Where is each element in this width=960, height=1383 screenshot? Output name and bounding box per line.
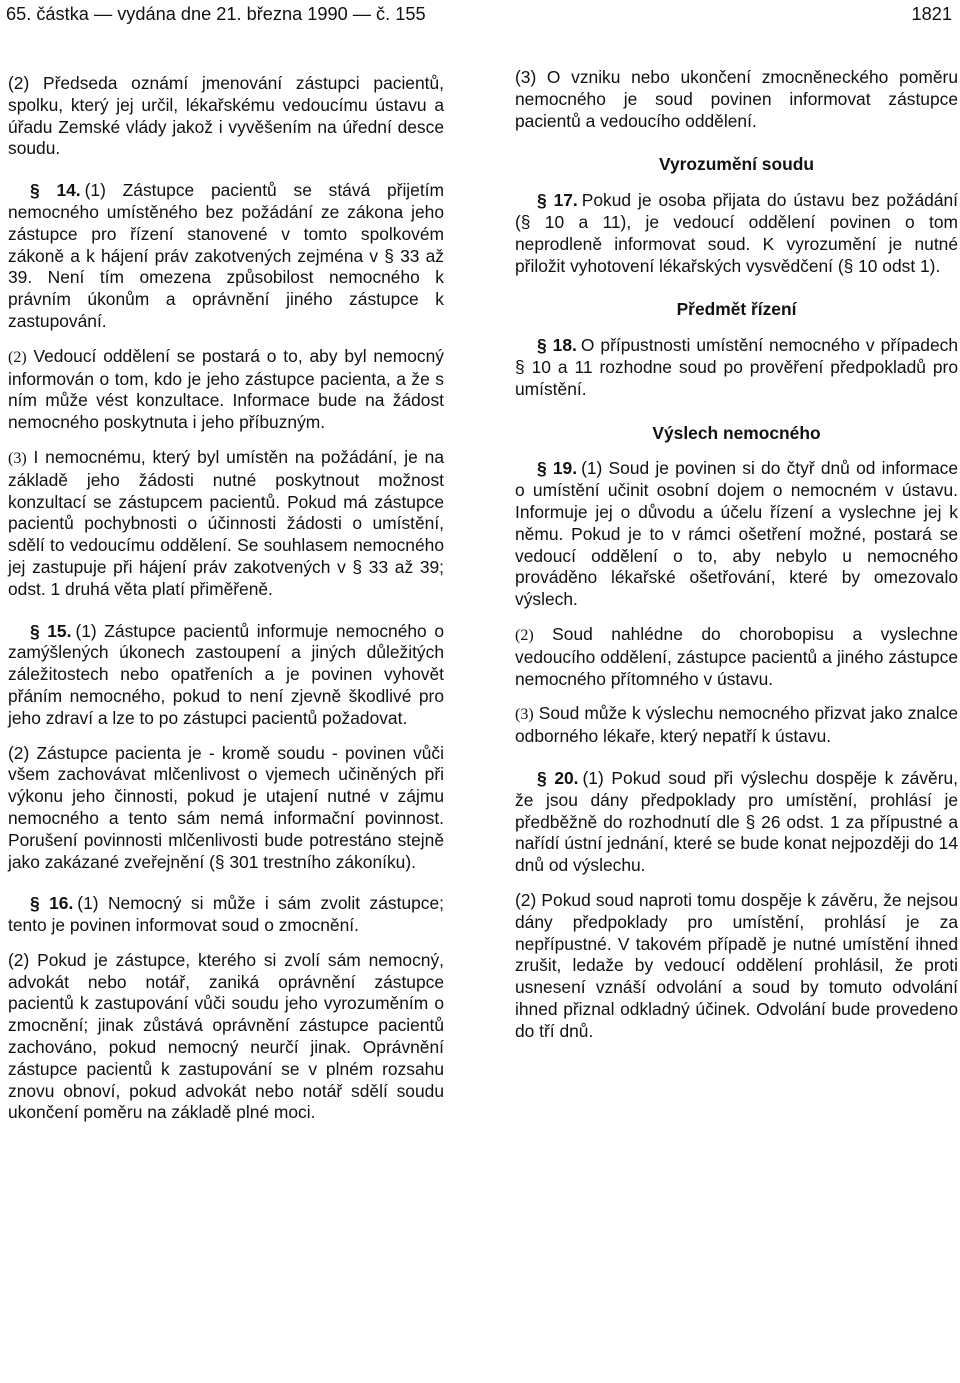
section-text: O přípustnosti umístění nemocného v případech § 10 a 11 rozhodne soud po prověření předpokladů pro umístění. — [515, 335, 958, 399]
page-header — [6, 2, 952, 28]
section-text: Pokud je osoba přijata do ústavu bez požádání (§ 10 a 11), je vedoucí oddělení povinen o tom neprodleně informovat soud. K vyrozumění je nutné přiložit vyhotovení lékařských vysvědčení (§ 10 odst 1). — [515, 190, 958, 276]
section-text: (1) Soud je povinen si do čtyř dnů od informace o umístění učinit osobní dojem o nemocném v ústavu. Informuje jej o důvodu a účelu řízení a vyslechne jej k němu. Pokud je to v rámci ošetření možné, postará se vedoucí oddělení o to, aby nebylo u nemocného prováděno lékařské ošetřování, které by omezovalo výslech. — [515, 458, 958, 610]
section-heading: Výslech nemocného — [652, 422, 821, 443]
section-text: (1) Zástupce pacientů informuje nemocného o zamýšlených úkonech zastoupení a jiných důležitých záležitostech nebo opatřeních a je povinen vyhovět přáním nemocného, pokud to není zjevně škodlivé pro jeho zdraví a lze to po zástupci pacientů požadovat. — [8, 620, 444, 728]
subsection-number: (3) — [8, 449, 27, 467]
section-14 — [8, 180, 444, 333]
subsection-number: (2) — [515, 626, 534, 644]
paragraph — [515, 890, 958, 1043]
section-18 — [515, 335, 958, 400]
section-number: § 17. — [537, 190, 578, 211]
paragraph — [8, 950, 444, 1124]
left-column — [8, 73, 444, 1137]
section-number: § 16. — [30, 893, 74, 914]
section-number: § 15. — [30, 620, 72, 641]
section-number: § 19. — [537, 458, 578, 479]
header-issue: 65. částka — vydána dne 21. března 1990 — č. 155 — [6, 4, 426, 24]
section-text: (1) Pokud soud při výslechu dospěje k závěru, že jsou dány předpoklady pro umístění, prohlásí je předběžně do rozhodnutí dle § 26 odst. 1 za přípustné a nařídí ústní jednání, které se bude konat nejpozději do 14 dnů od výslechu. — [515, 767, 958, 876]
paragraph-text: (2) Předseda oznámí jmenování zástupci pacientů, spolku, který jej určil, lékařskému vedoucímu ústavu a úřadu Zemské vlády jakož i vyvěšením na úřední desce soudu. — [8, 73, 444, 159]
paragraph-text: I nemocnému, který byl umístěn na požádání, je na základě jeho žádosti nutné poskytnout možnost konzultací se zástupcem pacientů. Pokud má zástupce pacientů pochybnosti o účinnosti žádosti o umístění, sdělí to vedoucímu oddělení. Se souhlasem nemocného jej zastupuje při hájení práv zakotvených v § 33 až 39; odst. 1 druhá věta platí přiměřeně. — [8, 446, 444, 599]
section-text: (1) Zástupce pacientů se stává přijetím nemocného umístěného bez požádání ze zákona jeho zástupce pro řízení stanovené v tomto spolkovém zákoně a k hájení práv zakotvených zejména v § 33 až 39. Není tím omezena způsobilost nemocného k právním úkonům a oprávnění jiného zástupce k zastupování. — [8, 180, 444, 331]
section-number: § 18. — [537, 335, 577, 356]
paragraph — [515, 703, 958, 748]
page-number: 1821 — [911, 4, 952, 24]
paragraph — [515, 624, 958, 690]
section-heading: Předmět řízení — [676, 299, 797, 320]
section-17 — [515, 190, 958, 277]
paragraph — [8, 346, 444, 434]
section-number: § 20. — [537, 767, 579, 788]
paragraph — [515, 67, 958, 132]
subsection-number: (2) — [8, 348, 27, 366]
paragraph-text: Soud nahlédne do chorobopisu a vyslechne vedoucího oddělení, zástupce pacientů a jiného zástupce nemocného přítomného v ústavu. — [515, 623, 958, 689]
paragraph-text: (2) Pokud soud naproti tomu dospěje k závěru, že nejsou dány předpoklady pro umístění, prohlásí je za nepřípustné. V takovém případě je nutné umístění ihned zrušit, ledaže by vedoucí oddělení prohlásil, že proti usnesení vznáší odvolání a soud by tomuto odvolání ihned přiznal odkladný účinek. Odvolání bude provedeno do tří dnů. — [515, 889, 958, 1041]
section-heading: Vyrozumění soudu — [659, 154, 814, 175]
section-15 — [8, 621, 444, 730]
right-column — [515, 67, 958, 1055]
paragraph-text: Vedoucí oddělení se postará o to, aby byl nemocný informován o tom, kdo je jeho zástupce pacienta, a že s ním může vést konzultace. Informace bude na žádost nemocného poskytnuta i jeho příbuzným. — [8, 345, 444, 433]
section-text: (1) Nemocný si může i sám zvolit zástupce; tento je povinen informovat soud o zmocnění. — [8, 893, 444, 936]
paragraph-text: (2) Pokud je zástupce, kterého si zvolí sám nemocný, advokát nebo notář, zaniká oprávnění zástupce pacientů k zastupování vůči soudu jeho vyrozuměním o zmocnění; jinak zůstává oprávnění zástupce pacientů zachováno, pokud nemocný neurčí jinak. Oprávnění zástupce pacientů k zastupování se v plném rozsahu znovu obnoví, pokud advokát nebo notář sdělí soudu ukončení poměru na základě plné moci. — [8, 949, 444, 1123]
paragraph-text: Soud může k výslechu nemocného přizvat jako znalce odborného lékaře, který nepatří k ústavu. — [515, 703, 958, 747]
section-19 — [515, 458, 958, 611]
section-number: § 14. — [30, 180, 81, 201]
paragraph-text: (2) Zástupce pacienta je - kromě soudu - povinen vůči všem zachovávat mlčenlivost o vjemech učiněných při výkonu jeho činnosti, pokud je utajení nutné v zájmu nemocného a tento sám nemá informační povinnost. Porušení povinnosti mlčenlivosti bude potrestáno stejně jako zakázané zveřejnění (§ 301 trestního zákoníku). — [8, 742, 444, 872]
paragraph — [8, 73, 444, 160]
paragraph-text: (3) O vzniku nebo ukončení zmocněneckého poměru nemocného je soud povinen informovat zástupce pacientů a vedoucího oddělení. — [515, 67, 958, 131]
section-20 — [515, 768, 958, 877]
paragraph — [8, 743, 444, 874]
paragraph — [8, 447, 444, 601]
section-16 — [8, 893, 444, 937]
subsection-number: (3) — [515, 706, 534, 724]
